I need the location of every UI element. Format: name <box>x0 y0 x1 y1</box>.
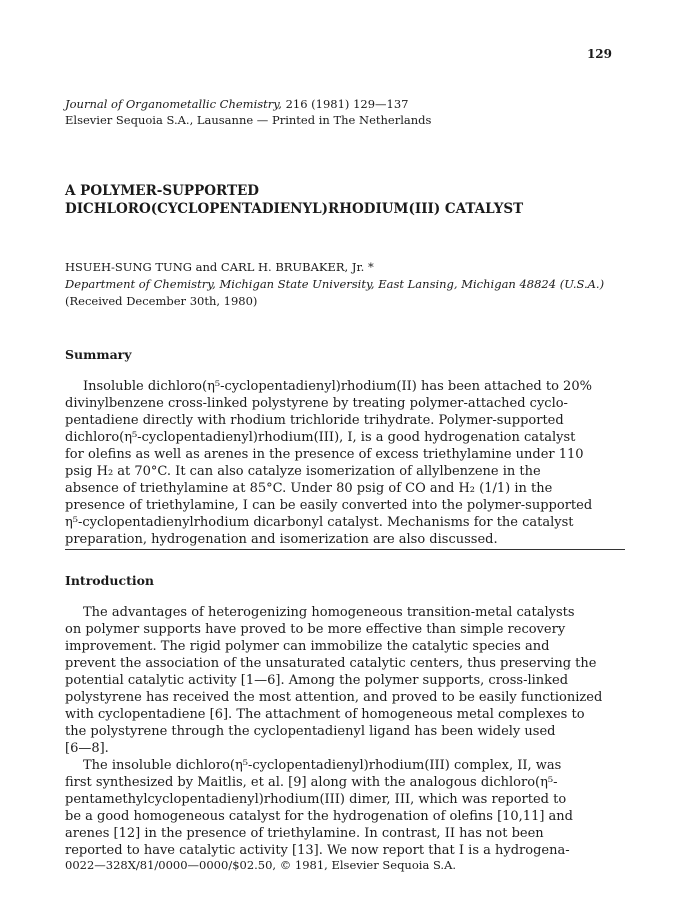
intro-line: on polymer supports have proved to be more effective than simple recovery <box>65 622 566 637</box>
summary-line: divinylbenzene cross-linked polystyrene by treating polymer-attached cyclo- <box>65 396 568 411</box>
journal-citation <box>65 96 625 128</box>
intro-line: be a good homogeneous catalyst for the hydrogenation of olefins [10,11] and <box>65 809 574 824</box>
journal-volume: 216 (1981) 129—137 <box>285 97 409 111</box>
journal-line <box>65 96 625 112</box>
page-number: 129 <box>586 47 612 61</box>
title-line-2: DICHLORO(CYCLOPENTADIENYL)RHODIUM(III) CATALYST <box>65 201 524 217</box>
summary-line: Insoluble dichloro(η⁵-cyclopentadienyl)rhodium(II) has been attached to 20% <box>83 379 592 394</box>
summary-line: absence of triethylamine at 85°C. Under 80 psig of CO and H₂ (1/1) in the <box>65 481 553 496</box>
intro-line: improvement. The rigid polymer can immobilize the catalytic species and <box>65 639 550 654</box>
summary-line: preparation, hydrogenation and isomerization are also discussed. <box>65 532 498 547</box>
intro-line: the polystyrene through the cyclopentadienyl ligand has been widely used <box>65 724 556 739</box>
summary-line: psig H₂ at 70°C. It can also catalyze isomerization of allylbenzene in the <box>65 464 541 479</box>
summary-heading: Summary <box>65 347 132 362</box>
intro-line: [6—8]. <box>65 741 109 756</box>
article-title <box>65 182 625 218</box>
intro-line: The insoluble dichloro(η⁵-cyclopentadienyl)rhodium(III) complex, II, was <box>83 758 562 773</box>
author-block <box>65 259 625 310</box>
introduction-heading: Introduction <box>65 573 155 588</box>
summary-line: pentadiene directly with rhodium trichloride trihydrate. Polymer-supported <box>65 413 564 428</box>
summary-line: presence of triethylamine, I can be easily converted into the polymer-supported <box>65 498 593 513</box>
intro-line: The advantages of heterogenizing homogeneous transition-metal catalysts <box>83 605 575 620</box>
received-date: (Received December 30th, 1980) <box>65 294 258 308</box>
section-divider <box>65 549 625 550</box>
intro-line: polystyrene has received the most attention, and proved to be easily functionized <box>65 690 603 705</box>
title-line-1: A POLYMER-SUPPORTED <box>65 183 260 199</box>
intro-line: reported to have catalytic activity [13]. We now report that I is a hydrogena- <box>65 843 570 858</box>
summary-line: dichloro(η⁵-cyclopentadienyl)rhodium(III), I, is a good hydrogenation catalyst <box>65 430 576 445</box>
journal-name: Journal of Organometallic Chemistry, <box>65 97 282 111</box>
author-names: HSUEH-SUNG TUNG and CARL H. BRUBAKER, Jr. * <box>65 260 374 274</box>
copyright-footer: 0022—328X/81/0000—0000/$02.50, © 1981, Elsevier Sequoia S.A. <box>65 858 457 872</box>
intro-line: pentamethylcyclopentadienyl)rhodium(III) dimer, III, which was reported to <box>65 792 567 807</box>
introduction-paragraph <box>65 604 625 859</box>
summary-line: for olefins as well as arenes in the presence of excess triethylamine under 110 <box>65 447 584 462</box>
summary-line: η⁵-cyclopentadienylrhodium dicarbonyl catalyst. Mechanisms for the catalyst <box>65 515 574 530</box>
intro-line: potential catalytic activity [1—6]. Among the polymer supports, cross-linked <box>65 673 569 688</box>
intro-line: arenes [12] in the presence of triethylamine. In contrast, II has not been <box>65 826 544 841</box>
intro-line: first synthesized by Maitlis, et al. [9] along with the analogous dichloro(η⁵- <box>65 775 558 790</box>
intro-line: prevent the association of the unsaturated catalytic centers, thus preserving the <box>65 656 597 671</box>
author-affiliation: Department of Chemistry, Michigan State University, East Lansing, Michigan 48824 (U.S.A.) <box>65 277 605 291</box>
summary-paragraph <box>65 378 625 548</box>
publisher-line: Elsevier Sequoia S.A., Lausanne — Printed in The Netherlands <box>65 113 432 127</box>
intro-line: with cyclopentadiene [6]. The attachment of homogeneous metal complexes to <box>65 707 585 722</box>
